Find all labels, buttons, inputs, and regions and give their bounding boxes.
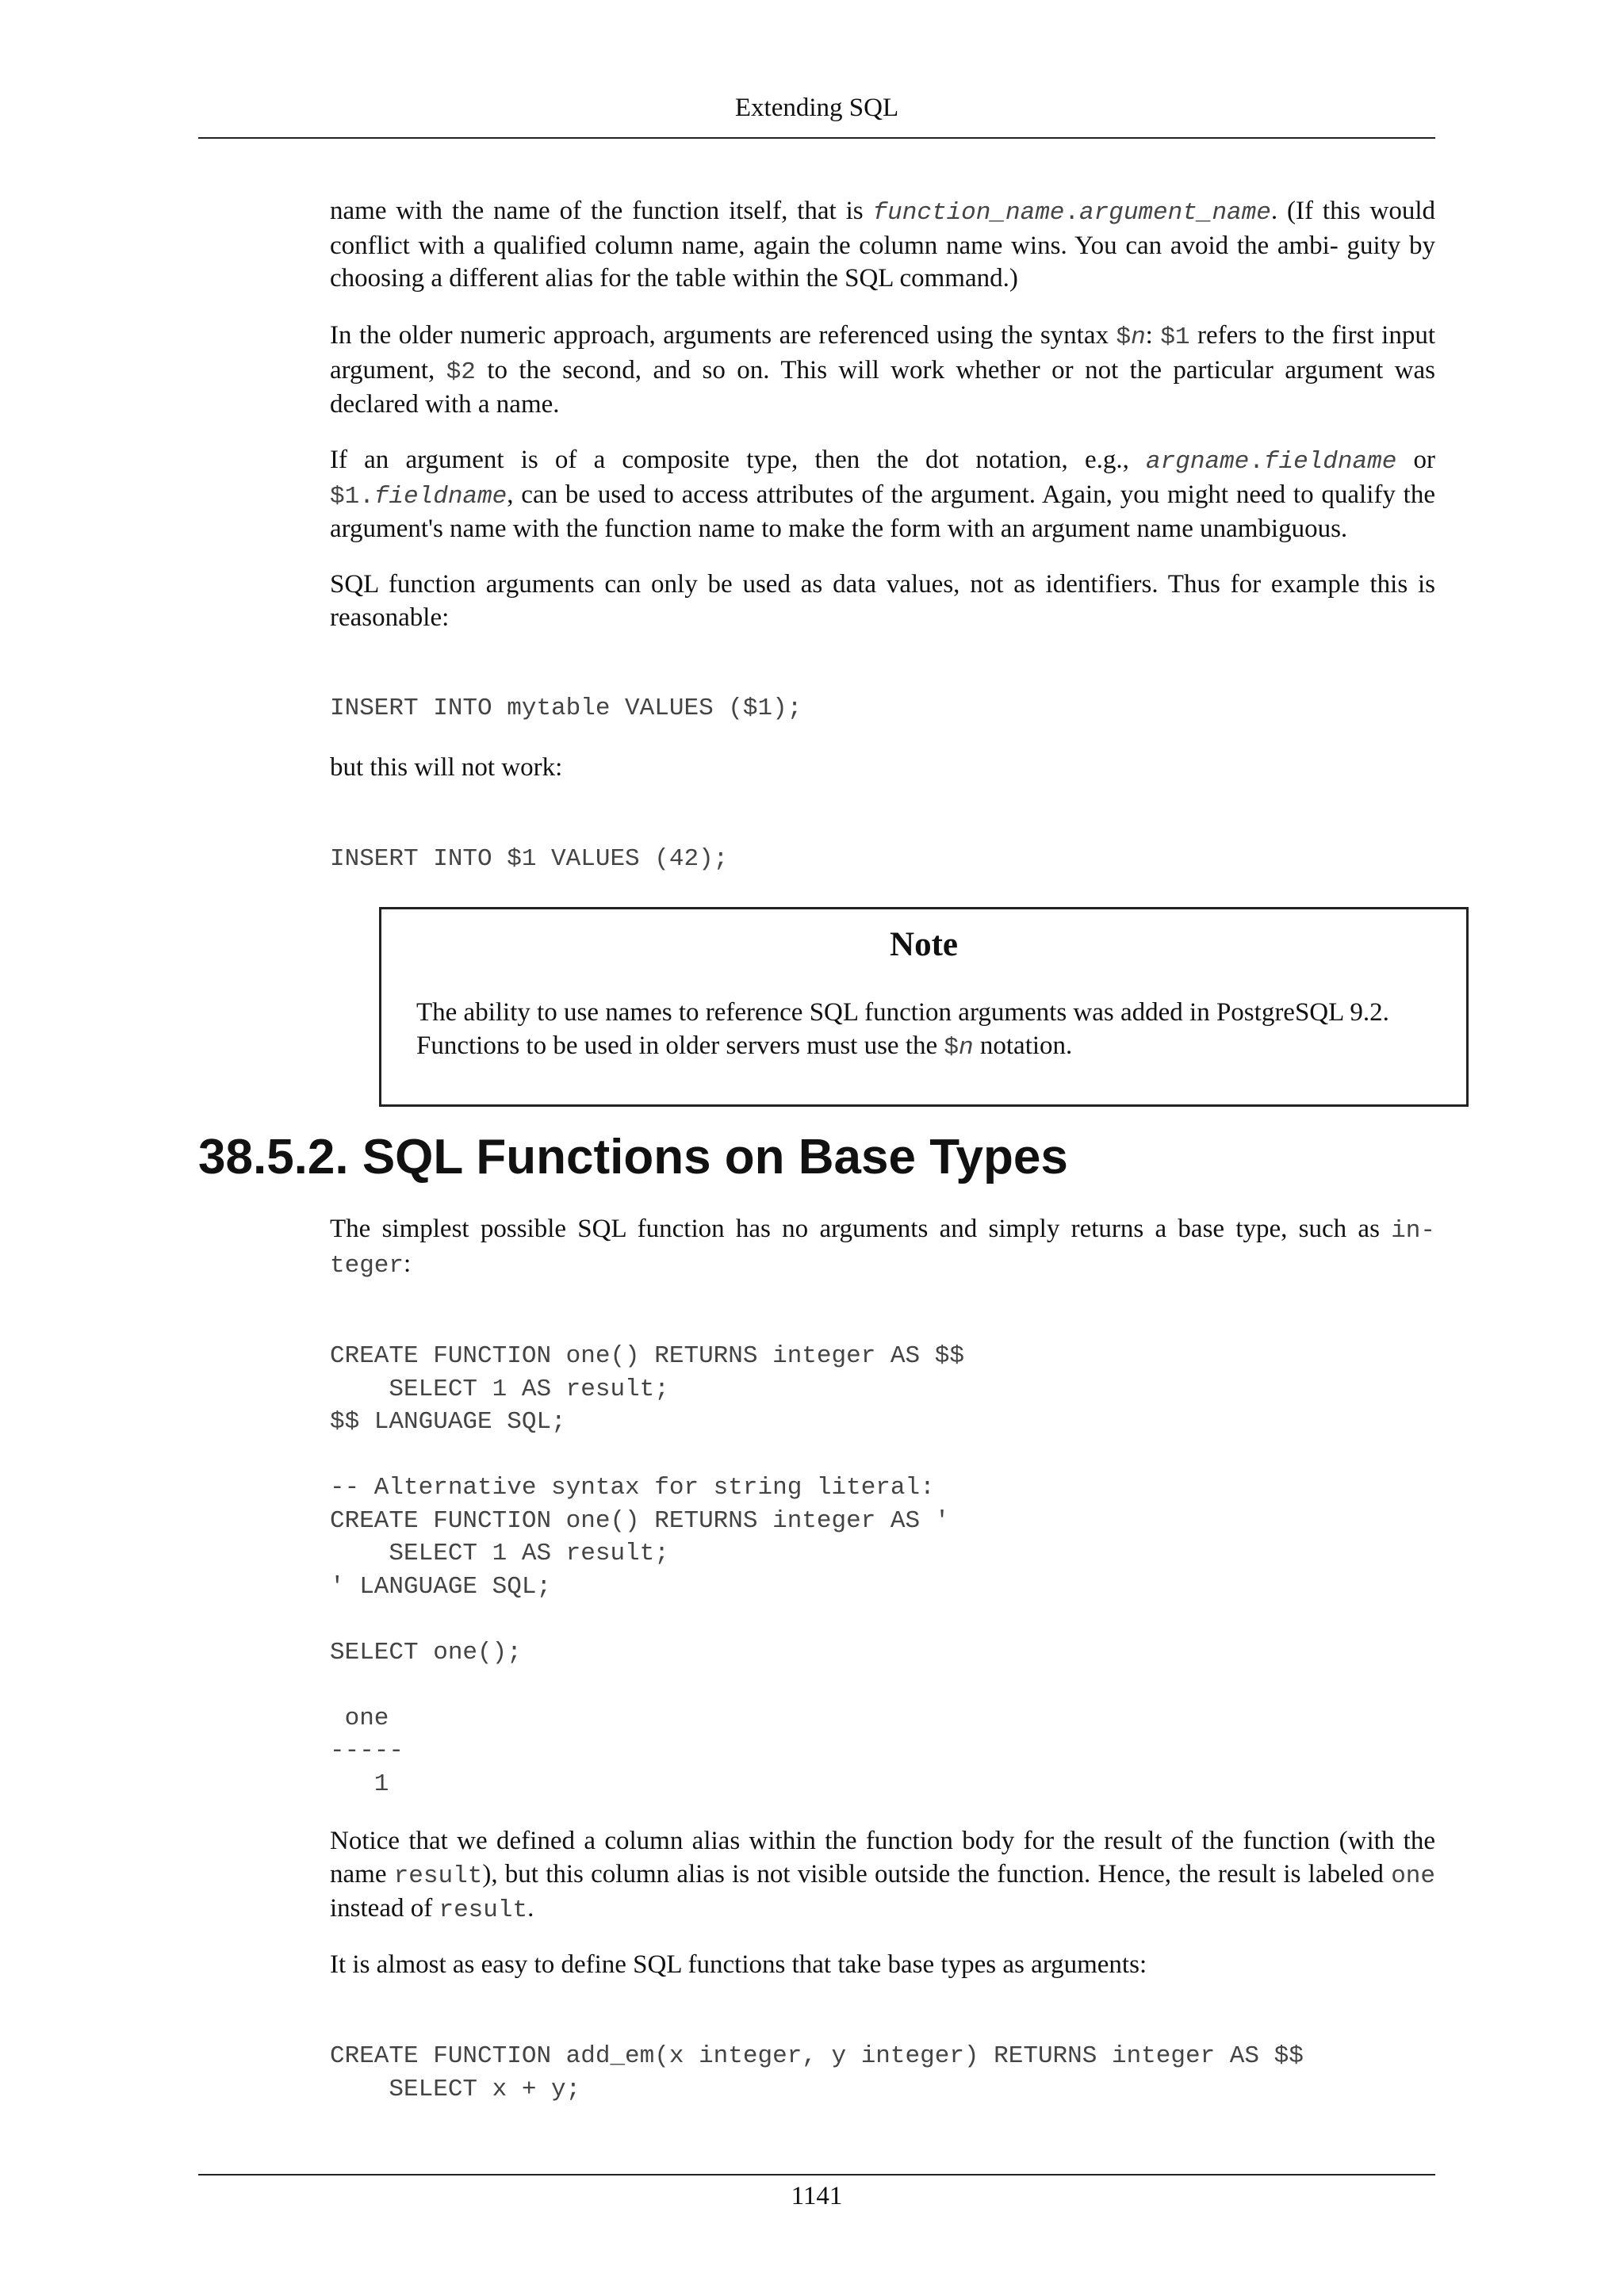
p6-code-2: teger <box>330 1251 404 1280</box>
p7-code-3: result <box>439 1896 528 1924</box>
code-block-2: INSERT INTO $1 VALUES (42); <box>330 845 729 873</box>
p2-text-3: refers to the first input argument, <box>330 321 1435 385</box>
note-text-1: The ability to use names to reference SQL function arguments was added in PostgreSQL 9.2. Functions to be used in older servers must use the <box>416 998 1389 1060</box>
note-code-1: $ <box>944 1033 959 1062</box>
p3-code-dot: . <box>1249 448 1264 476</box>
p3-code-2-italic: fieldname <box>373 482 508 511</box>
code-block-1: INSERT INTO mytable VALUES ($1); <box>330 695 802 722</box>
p6-text-2: : <box>404 1249 412 1278</box>
note-text-2: notation. <box>973 1031 1073 1060</box>
paragraph-2 <box>330 320 1435 422</box>
p1-code-1: function_name <box>872 199 1065 227</box>
p7-text-4: . <box>527 1894 534 1923</box>
note-title: Note <box>890 926 958 963</box>
p7-text-2: ), but this column alias is not visible outside the function. Hence, the result is labeled <box>482 1859 1392 1888</box>
p2-code-1: $ <box>1116 323 1132 351</box>
p8-text-1: It is almost as easy to define SQL functions that take base types as arguments: <box>330 1950 1147 1979</box>
p3-code-2: $1. <box>330 482 374 511</box>
p3-text-1: If an argument is of a composite type, then the dot notation, e.g., <box>330 446 1147 474</box>
paragraph-1 <box>330 195 1435 296</box>
p7-code-1: result <box>393 1862 483 1890</box>
note-box <box>379 907 1469 1107</box>
header-rule <box>198 137 1435 139</box>
p3-code-1c: fieldname <box>1263 448 1397 476</box>
p2-text-4: to the second, and so on. This will work whether or not the particular argument was declared with a name. <box>330 355 1435 419</box>
p2-code-1-italic: n <box>1131 323 1146 351</box>
p1-code-dot: . <box>1064 199 1080 227</box>
paragraph-7 <box>330 1825 1435 1927</box>
code-block-4: CREATE FUNCTION add_em(x integer, y integer) RETURNS integer AS $$ SELECT x + y; <box>330 2042 1304 2103</box>
note-code-1-italic: n <box>959 1033 974 1062</box>
p2-text-1: In the older numeric approach, arguments are referenced using the syntax <box>330 321 1116 350</box>
note-body <box>416 997 1439 1064</box>
p1-code-2: argument_name <box>1079 199 1271 227</box>
p2-code-3: $2 <box>446 358 476 386</box>
p7-text-3: instead of <box>330 1894 439 1923</box>
p3-code-1: argname <box>1146 448 1250 476</box>
p6-text-1: The simplest possible SQL function has no arguments and simply returns a base type, such as <box>330 1215 1392 1243</box>
p7-text-1: Notice that we defined a column alias within the function body for the result of the function (with the name <box>330 1827 1435 1888</box>
p5-text-1: but this will not work: <box>330 753 563 782</box>
paragraph-6 <box>330 1213 1435 1282</box>
p2-code-2: $1 <box>1160 323 1190 351</box>
p1-text-1: name with the name of the function itself, that is <box>330 197 873 225</box>
p2-text-2: : <box>1145 321 1161 350</box>
page-header: Extending SQL <box>734 94 899 122</box>
code-block-3: CREATE FUNCTION one() RETURNS integer AS $$ SELECT 1 AS result; $$ LANGUAGE SQL; -- Alternative syntax for string literal: CREATE FUNCTION one() RETURNS integer AS ' SELECT 1 AS result; ' LANGUAGE SQL; SELECT one(); one ----- 1 <box>330 1342 964 1798</box>
paragraph-4 <box>330 568 1435 634</box>
p7-code-2: one <box>1391 1862 1435 1890</box>
p3-text-3: , can be used to access attributes of the argument. Again, you might need to qualify the argument's name with the function name to make the form with an argument name unambiguous. <box>330 480 1435 543</box>
paragraph-5 <box>330 752 1435 785</box>
section-heading: 38.5.2. SQL Functions on Base Types <box>198 1130 1068 1184</box>
footer-rule <box>198 2174 1435 2175</box>
p6-code-1: in- <box>1391 1217 1435 1245</box>
p1-text-2: . (If this would conflict with a qualified column name, again the column name wins. You can avoid the ambi- guity by choosing a different alias for the table within the SQL command.) <box>330 197 1435 293</box>
paragraph-8 <box>330 1949 1435 1982</box>
p3-text-2: or <box>1396 446 1435 474</box>
p4-text-1: SQL function arguments can only be used as data values, not as identifiers. Thus for example this is reasonable: <box>330 570 1435 632</box>
page-number: 1141 <box>791 2182 843 2210</box>
paragraph-3 <box>330 444 1435 546</box>
